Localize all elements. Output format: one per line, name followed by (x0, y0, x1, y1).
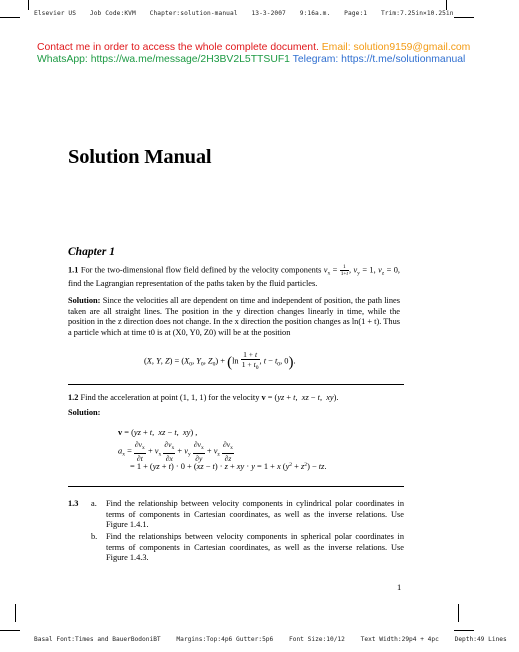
crop-mark-top-left-h (0, 17, 20, 18)
problem-1-2-statement: 1.2 Find the acceleration at point (1, 1, 1) for the velocity v = (yz + t, xz − t, xy). (68, 393, 339, 402)
equation-acceleration-expanded: = 1 + (yz + t) · 0 + (xz − t) · z + xy · y = 1 + x $(y^2 + z^2)$ − tz. (130, 462, 327, 471)
equation-position: (X, Y, $Z) = (X_0$, $Y_0$, $Z_0) + (\ln$ $\frac{1 + t}{1 + t_0}$ , $t - t_0$, 0). (144, 350, 296, 371)
header-slug (34, 10, 464, 17)
slug-publisher: Elsevier US (34, 10, 77, 17)
chapter-heading: Chapter 1 (68, 246, 115, 258)
problem-1-3-number (68, 499, 88, 510)
slug-job-code: Job Code:KVM (89, 10, 136, 17)
part-b-label: b. (91, 532, 98, 541)
section-divider-2 (68, 486, 404, 487)
crop-mark-bottom-right-v (458, 604, 459, 622)
problem-1-1-solution (68, 296, 400, 338)
crop-mark-top-right-v (446, 0, 447, 10)
footer-depth: Depth:49 Lines (454, 636, 507, 643)
equation-velocity: v = (yz + t, xz − t, xy) , (118, 428, 198, 437)
part-a-label: a. (91, 499, 97, 508)
crop-mark-bottom-left-h (0, 630, 20, 631)
problem-1-2-solution-label (68, 408, 400, 419)
problem-1-2-text: Find the acceleration at point (1, 1, 1) for the velocity (80, 393, 260, 402)
contact-line-1 (37, 42, 470, 53)
solution-label-1-2: Solution: (68, 408, 101, 417)
footer-text-width: Text Width:29p4 + 4pc (360, 636, 439, 643)
part-b-text: Find the relationships between velocity components in spherical polar coordinates in terms of components in Cartesian coordinates, as well as the inverse relations. Use Figure 1.4.3. (106, 532, 404, 563)
problem-1-3-part-b-label (91, 532, 103, 543)
crop-mark-top-left-v (28, 0, 29, 10)
problem-1-1-statement: 1.1 For the two-dimensional flow field defined by the velocity components $v_x$ = $\frac{1}{1+t}$ , $v_y = 1$, $v_z = 0$, find the Lagrangian representation of the paths taken by the fluid particles. (68, 264, 400, 289)
page-title: Solution Manual (68, 146, 212, 168)
slug-trim: Trim:7.25in×10.25in (380, 10, 454, 17)
contact-line-2 (37, 54, 465, 65)
problem-1-1-text-a: For the two-dimensional flow field defined by the velocity components (80, 265, 322, 275)
problem-1-1-solution-text: Since the velocities all are dependent on time and independent of position, the path lines taken are all straight lines. The position in the y direction changes linearly in time, while the position in the z direction does not change. In the x direction the position changes as ln(1 + t). Thus a particle which at time t0 is at (X0, Y0, Z0) will be at the position (68, 296, 400, 337)
problem-1-2-number: 1.2 (68, 393, 79, 402)
contact-email[interactable]: Email: solution9159@gmail.com (321, 42, 471, 53)
part-a-text: Find the relationship between velocity components in cylindrical polar coordinates in terms of components in Cartesian coordinates, as well as the inverse relations. Use Figure 1.4.1. (106, 499, 404, 530)
problem-1-1-text-b: find the Lagrangian representation of the paths taken by the fluid particles. (68, 279, 318, 289)
problem-1-3-number-text: 1.3 (68, 499, 79, 508)
footer-margins: Margins:Top:4p6 Gutter:5p6 (176, 636, 274, 643)
footer-font-size: Font Size:10/12 (289, 636, 345, 643)
contact-message: Contact me in order to access the whole complete document. (37, 42, 319, 53)
problem-1-3-part-b (106, 532, 404, 564)
slug-page: Page:1 (344, 10, 368, 17)
slug-chapter: Chapter:solution-manual (149, 10, 238, 17)
problem-1-1-number: 1.1 (68, 265, 79, 275)
footer-font: Basal Font:Times and BauerBodoniBT (34, 636, 161, 643)
section-divider-1 (68, 384, 404, 385)
slug-time: 9:16a.m. (299, 10, 331, 17)
crop-mark-top-right-h (454, 17, 474, 18)
crop-mark-bottom-left-v (15, 604, 16, 622)
problem-1-3-part-a (106, 499, 404, 531)
footer-slug (34, 636, 519, 643)
equation-acceleration: $a_x$ = $\frac{\partial v_x}{\partial t}$ + $v_x$ $\frac{\partial v_x}{\partial x}$ + $v_y$ $\frac{\partial v_x}{\partial y}$ + $v_z$ $\frac{\partial v_x}{\partial z}$ (118, 440, 233, 463)
contact-whatsapp[interactable]: WhatsApp: https://wa.me/message/2H3BV2L5TTSUF1 (37, 54, 290, 65)
problem-1-3-part-a-label (91, 499, 103, 510)
problem-1-1-solution-label: Solution: (68, 296, 101, 305)
crop-mark-bottom-right-h (454, 630, 474, 631)
contact-telegram[interactable]: Telegram: https://t.me/solutionmanual (292, 54, 466, 65)
slug-date: 13-3-2007 (251, 10, 286, 17)
page-number: 1 (397, 582, 402, 592)
